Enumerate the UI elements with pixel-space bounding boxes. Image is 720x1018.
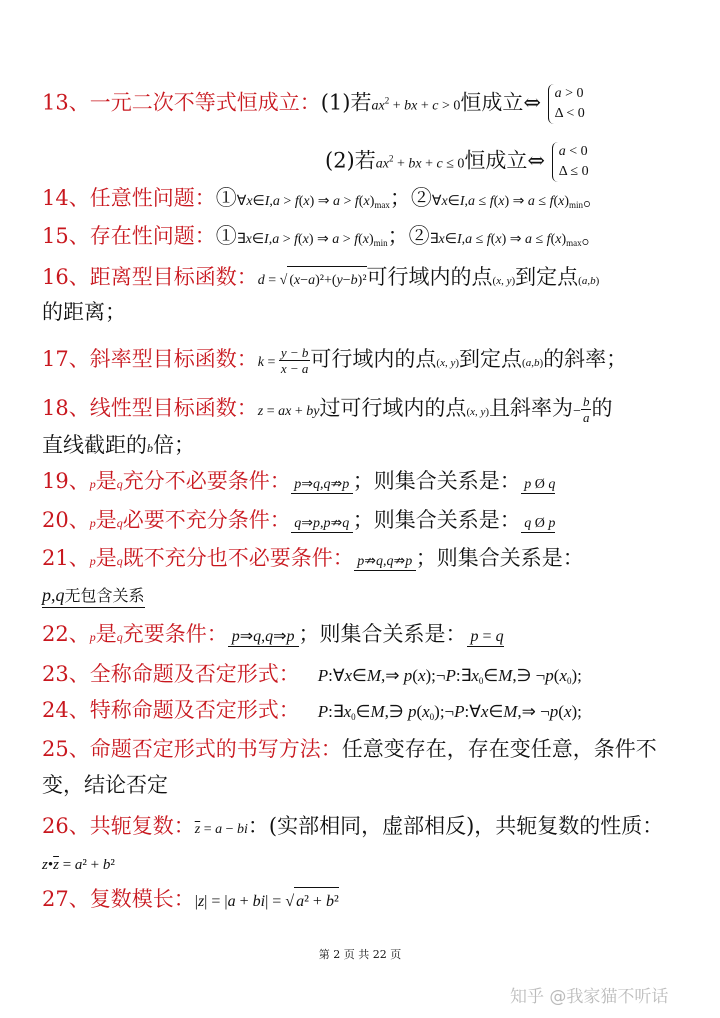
text: 无包含关系	[64, 586, 145, 605]
text: 过可行域内的点	[319, 396, 467, 420]
text: (2)若	[325, 148, 376, 173]
case-brace: a < 0 Δ ≤ 0	[552, 142, 589, 182]
text: 任意变存在，存在变任意，条件不	[341, 737, 657, 761]
text: ；则集合关系是：	[415, 546, 584, 570]
item-18-b: 直线截距的b倍；	[42, 433, 195, 457]
item-number: 14、	[42, 186, 90, 210]
text: 恒成立⇔	[464, 148, 546, 173]
item-18: 18、线性型目标函数：z = ax + by过可行域内的点(x, y)且斜率为− $\frac{b}{a}$ 的	[42, 394, 613, 425]
item-number: 21、	[42, 546, 90, 570]
item-25	[42, 735, 657, 763]
item-number: 27、	[42, 887, 90, 911]
text: 恒成立⇔	[460, 90, 541, 115]
page-footer: 第 2 页 共 22 页	[318, 948, 402, 961]
item-25-b	[42, 771, 168, 799]
text: 是	[95, 622, 117, 646]
item-title: 充要条件：	[122, 622, 228, 646]
item-24: 24、特称命题及否定形式： $P:\exists x_0\in M,∋$ $p(x_0);\neg P:\forall x\in M,\Rightarrow$ ¬p(x);	[42, 698, 582, 722]
item-13-b: (2)若$ax^2$ + bx + c ≤ 0恒成立⇔ a < 0 Δ ≤ 0	[325, 142, 589, 182]
item-14: 14、任意性问题：①∀x∈I,a > f(x) ⇒ $a > f(x)_{max}$；②∀x∈I,a ≤ f(x) ⇒ $a \le f(x)_{min}$。	[42, 186, 605, 210]
item-title: 全称命题及否定形式：	[89, 662, 300, 686]
text: 且斜率为	[489, 396, 574, 420]
text: ；②	[389, 186, 432, 210]
text: ①	[215, 186, 237, 210]
text: 倍；	[153, 433, 195, 457]
item-title: 充分不必要条件：	[122, 469, 291, 493]
text: 。	[581, 224, 603, 248]
item-number: 15、	[42, 224, 90, 248]
fraction: $\frac{b}{a}$	[582, 394, 590, 425]
text: 到定点	[515, 265, 579, 289]
item-21: 21、p是q既不充分也不必要条件： p⇏q,q⇏p ；则集合关系是：	[42, 546, 584, 570]
item-number: 13、	[42, 90, 90, 115]
item-15: 15、存在性问题：①∃x∈I,a > f(x) ⇒ $a > f(x)_{min}$；②∃x∈I,a ≤ f(x) ⇒ $a \le f(x)_{max}$。	[42, 224, 603, 248]
text: 直线截距的	[42, 433, 147, 457]
item-number: 22、	[42, 622, 90, 646]
item-22: 22、p是q充要条件： p⇒q,q⇒p ；则集合关系是： p = q	[42, 622, 504, 646]
item-number: 16、	[42, 265, 90, 289]
text: 到定点	[459, 347, 523, 371]
item-27: 27、复数模长：|z| = |a + bi| = √ a² + b²	[42, 885, 339, 916]
text: ；则集合关系是：	[352, 508, 521, 532]
case-brace: a > 0 Δ < 0	[548, 84, 585, 124]
item-number: 25、	[42, 737, 90, 761]
item-number: 17、	[42, 347, 90, 371]
item-title: 共轭复数：	[89, 814, 195, 838]
item-title: 命题否定形式的书写方法：	[89, 737, 342, 761]
text: ；则集合关系是：	[352, 469, 521, 493]
item-title: 一元二次不等式恒成立：	[89, 90, 321, 115]
item-title: 特称命题及否定形式：	[89, 698, 300, 722]
item-title: 距离型目标函数：	[89, 265, 258, 289]
text: 的距离；	[42, 300, 126, 324]
item-20: 20、p是q必要不充分条件： q⇒p,p⇏q ；则集合关系是： q Ø p	[42, 508, 556, 532]
item-title: 斜率型目标函数：	[89, 347, 258, 371]
item-number: 23、	[42, 662, 90, 686]
text: 变，结论否定	[42, 773, 168, 797]
item-19: 19、p是q充分不必要条件： p⇒q,q⇏p ；则集合关系是： p Ø q	[42, 469, 556, 493]
text: ：(实部相同，虚部相反)，共轭复数的性质：	[247, 814, 664, 838]
item-title: 线性型目标函数：	[89, 396, 258, 420]
item-title: 必要不充分条件：	[122, 508, 291, 532]
item-17: 17、斜率型目标函数：k = $\frac{y - b}{x - a}$ 可行域内的点(x, y)到定点(a,b)的斜率；	[42, 345, 628, 376]
item-16-b	[42, 298, 126, 326]
item-23: 23、全称命题及否定形式： P:∀x∈M,⇒ $p(x);\neg P:\exists x_0\in M,∋$ $\neg p(x_0)$;	[42, 662, 582, 686]
item-title: 复数模长：	[89, 887, 195, 911]
item-26: 26、共轭复数：$\overline{z} = a$ − bi：(实部相同，虚部相反)，共轭复数的性质：	[42, 814, 664, 838]
text: ①	[215, 224, 237, 248]
watermark: 知乎 @我家猫不听话	[510, 987, 669, 1007]
text: ；则集合关系是：	[298, 622, 467, 646]
fraction: $\frac{y - b}{x - a}$	[280, 345, 309, 376]
item-16: 16、距离型目标函数：d = √ (x−a)²+(y−b)²可行域内的点(x, y)到定点(a,b)	[42, 263, 599, 295]
text: 可行域内的点	[366, 265, 493, 289]
text: 可行域内的点	[310, 347, 437, 371]
text: 的斜率；	[543, 347, 628, 371]
item-number: 24、	[42, 698, 90, 722]
text: 的	[591, 396, 613, 420]
item-13: 13、一元二次不等式恒成立：(1)若$ax^2$ + bx + c > 0恒成立⇔ a > 0 Δ < 0	[42, 84, 585, 124]
text: 是	[95, 546, 117, 570]
text: (1)若	[320, 90, 372, 115]
item-number: 20、	[42, 508, 90, 532]
text: 是	[95, 469, 117, 493]
item-number: 18、	[42, 396, 90, 420]
item-title: 既不充分也不必要条件：	[122, 546, 354, 570]
item-title: 存在性问题：	[89, 224, 216, 248]
text: ；②	[387, 224, 430, 248]
item-title: 任意性问题：	[89, 186, 216, 210]
item-21-b: p,q无包含关系	[42, 580, 145, 610]
item-26-b: $z•\overline{z} = a^2 + b^2$	[42, 857, 115, 873]
item-number: 19、	[42, 469, 90, 493]
text: 是	[95, 508, 117, 532]
item-number: 26、	[42, 814, 90, 838]
text: 。	[583, 186, 605, 210]
